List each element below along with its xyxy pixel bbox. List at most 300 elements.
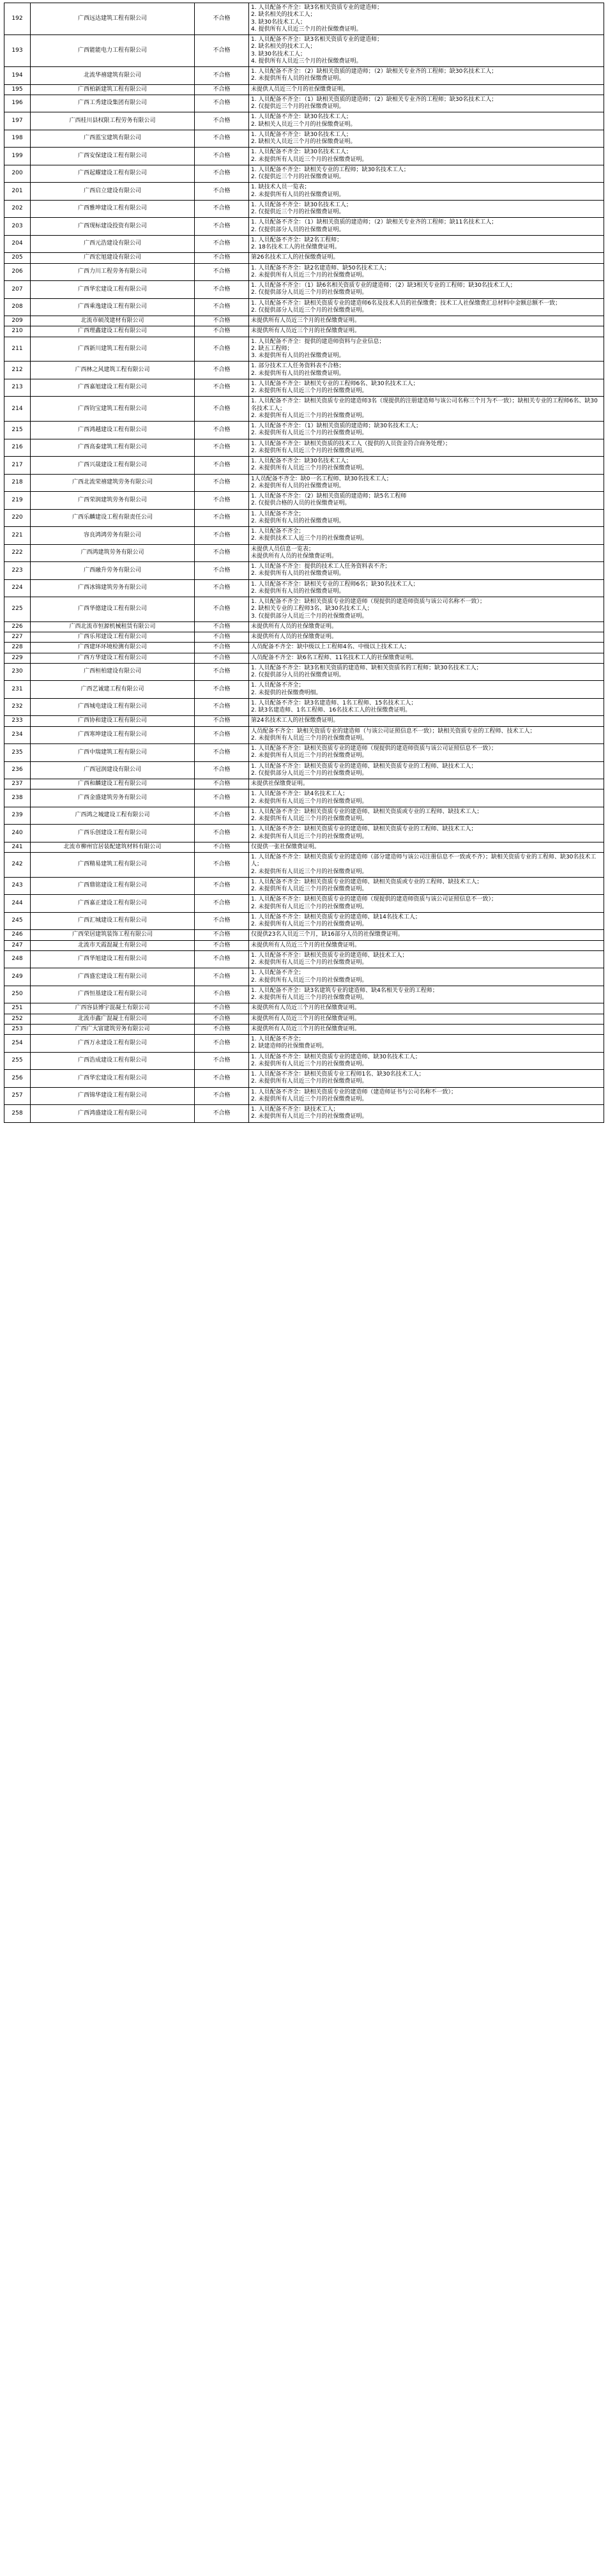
- row-index: 234: [4, 726, 31, 744]
- reason-line: 2. 缺相关人员近三个月的社保缴费证明。: [251, 139, 356, 145]
- reason-line: 2. 未提供所有人员近三个月的社保缴费证明。: [251, 412, 368, 419]
- table-row: [4, 457, 604, 475]
- failure-reason: [249, 930, 604, 940]
- company-name: 广西嘉旭建设工程有限公司: [31, 379, 195, 397]
- reason-line: 1. 人员配备不齐全；: [251, 682, 305, 689]
- row-index: 248: [4, 950, 31, 968]
- reason-line: 人员配备不齐全：缺相关资质专业的建造师（与该公司证照信息不一致）；缺相关资质专业的工程师、技术工人；: [251, 728, 536, 735]
- failure-reason: [249, 825, 604, 842]
- failure-reason: [249, 337, 604, 362]
- failure-reason: [249, 544, 604, 562]
- table-row: [4, 112, 604, 130]
- failure-reason: [249, 716, 604, 726]
- review-result: 不合格: [195, 326, 249, 337]
- review-result: 不合格: [195, 579, 249, 597]
- reason-line: 2. 未提供所有人员近三个月的社保缴费证明。: [251, 156, 368, 163]
- review-result: 不合格: [195, 842, 249, 852]
- failure-reason: [249, 1035, 604, 1053]
- table-row: [4, 281, 604, 299]
- table-row: [4, 67, 604, 85]
- reason-line: 1. 人员配备不齐全：缺4名技术工人；: [251, 791, 349, 798]
- review-result: 不合格: [195, 316, 249, 326]
- table-row: [4, 716, 604, 726]
- row-index: 252: [4, 1014, 31, 1024]
- row-index: 236: [4, 761, 31, 779]
- table-row: [4, 986, 604, 1003]
- reason-line: 2. 未提供所有人员近三个月的社保缴费证明。: [251, 977, 368, 984]
- failure-reason: [249, 35, 604, 67]
- company-name: 广西乐创建设工程有限公司: [31, 825, 195, 842]
- review-result: 不合格: [195, 895, 249, 913]
- company-name: 广西广大富建筑劳务有限公司: [31, 1024, 195, 1034]
- reason-line: 1. 人员配备不齐全：缺30名技术工人；: [251, 114, 352, 121]
- reason-line: 1. 人员配备不齐全：缺相关资质专业的建造师、缺14名技术工人；: [251, 913, 421, 920]
- reason-line: 1. 人员配备不齐全：（1）缺相关资质的建造师；（2）缺相关专业齐的工程师；缺11名技术工人；: [251, 219, 498, 226]
- review-result: 不合格: [195, 457, 249, 475]
- review-result: 不合格: [195, 950, 249, 968]
- failure-reason: [249, 895, 604, 913]
- reason-line: 2. 未提供所有人员的社保缴费证明。: [251, 517, 345, 524]
- reason-line: 第24名技术工人的社保缴费证明。: [251, 717, 339, 724]
- company-name: 广西蓝宝建筑有限公司: [31, 130, 195, 148]
- review-result: 不合格: [195, 281, 249, 299]
- review-result: 不合格: [195, 492, 249, 510]
- table-row: [4, 1087, 604, 1105]
- reason-line: 2. 未提供所有人员近三个月的社保缴费证明。: [251, 430, 368, 437]
- reason-line: 2. 未提供技术工人近三个月的社保缴费证明。: [251, 535, 368, 542]
- company-name: 广西鸿建筑劳务有限公司: [31, 544, 195, 562]
- review-result: 不合格: [195, 544, 249, 562]
- table-row: [4, 761, 604, 779]
- company-name: 广西工秀建设集团有限公司: [31, 95, 195, 112]
- review-result: 不合格: [195, 183, 249, 201]
- reason-line: 1. 人员配备不齐全：缺相关专业的工程师6名、缺30名技术工人；: [251, 380, 419, 387]
- table-row: [4, 726, 604, 744]
- company-name: 广西华宏建设工程有限公司: [31, 1070, 195, 1088]
- failure-reason: [249, 263, 604, 281]
- reason-line: 未提供所有人员的社保缴费证明。: [251, 634, 338, 640]
- review-result: 不合格: [195, 968, 249, 986]
- reason-line: 1. 人员配备不齐全：缺相关资质的技术工人（提供的人员资金符合商务处理）；: [251, 440, 451, 447]
- table-row: [4, 379, 604, 397]
- company-name: 广西万永建设工程有限公司: [31, 1035, 195, 1053]
- table-row: [4, 3, 604, 35]
- company-name: 广西艺诚建工程有限公司: [31, 681, 195, 699]
- review-result: 不合格: [195, 263, 249, 281]
- table-row: [4, 527, 604, 545]
- reason-line: 1. 人员配备不齐全：缺3名建筑专业的建造师、缺4名相关专业的工程师；: [251, 987, 438, 994]
- failure-reason: [249, 579, 604, 597]
- row-index: 196: [4, 95, 31, 112]
- review-result: 不合格: [195, 95, 249, 112]
- failure-reason: [249, 663, 604, 681]
- row-index: 255: [4, 1052, 31, 1070]
- reason-line: 1. 人员配备不齐全：提供的建造师资料与企业信息；: [251, 338, 385, 345]
- reason-line: 1. 人员配备不齐全：缺30名技术工人；: [251, 201, 352, 208]
- row-index: 205: [4, 253, 31, 263]
- review-result: 不合格: [195, 84, 249, 95]
- failure-reason: [249, 165, 604, 183]
- reason-line: 2. 未提供所有人员近三个月的社保缴费证明。: [251, 447, 368, 454]
- table-row: [4, 183, 604, 201]
- row-index: 257: [4, 1087, 31, 1105]
- row-index: 227: [4, 632, 31, 643]
- reason-line: 未提供所有人员近三个月的社保缴费证明。: [251, 1005, 361, 1012]
- company-name: 广西柏新建筑工程有限公司: [31, 84, 195, 95]
- row-index: 253: [4, 1024, 31, 1034]
- reason-line: 未提供所有人员近三个月的社保缴费证明。: [251, 328, 361, 335]
- reason-line: 1人员配备不齐全：缺0一名工程师、缺30名技术工人；: [251, 475, 392, 482]
- table-row: [4, 807, 604, 825]
- company-name: 广西乘逸建设工程有限公司: [31, 298, 195, 316]
- reason-line: 2. 未提供所有人员近三个月的社保缴费证明。: [251, 1060, 368, 1067]
- table-row: [4, 165, 604, 183]
- row-index: 258: [4, 1105, 31, 1123]
- company-name: 广西乐邦建设工程有限公司: [31, 632, 195, 643]
- row-index: 193: [4, 35, 31, 67]
- reason-line: 仅提供23名人员近三个月，缺16部分人员的社保缴费证明。: [251, 931, 404, 938]
- table-row: [4, 35, 604, 67]
- review-result: 不合格: [195, 1070, 249, 1088]
- table-row: [4, 1070, 604, 1088]
- reason-line: 未提供所有人员的社保缴费证明。: [251, 623, 338, 630]
- company-name: 广西锦华建设工程有限公司: [31, 1087, 195, 1105]
- row-index: 233: [4, 716, 31, 726]
- company-name: 广西桂川县权限工程劳务有限公司: [31, 112, 195, 130]
- failure-reason: [249, 1070, 604, 1088]
- company-name: 广西城电建设工程有限公司: [31, 698, 195, 716]
- reason-line: 2. 未提供所有人员的社保缴费证明。: [251, 482, 345, 489]
- table-row: [4, 1003, 604, 1014]
- failure-reason: [249, 112, 604, 130]
- table-row: [4, 492, 604, 510]
- failure-reason: [249, 779, 604, 789]
- reason-line: 3. 缺30名技术工人；: [251, 50, 306, 57]
- failure-reason: [249, 253, 604, 263]
- reason-line: 3. 缺30名技术工人；: [251, 19, 306, 26]
- table-row: [4, 950, 604, 968]
- reason-line: 2. 缺3名建造师、1名工程师、16名技术工人的社保缴费证明。: [251, 707, 411, 713]
- row-index: 204: [4, 235, 31, 253]
- failure-reason: [249, 95, 604, 112]
- failure-reason: [249, 761, 604, 779]
- company-name: 广西鸿盛建设工程有限公司: [31, 1105, 195, 1123]
- reason-line: 未提供所有人员近三个月的社保缴费证明。: [251, 941, 361, 949]
- reason-line: 2. 仅提供近三个月的社保缴费证明。: [251, 174, 345, 180]
- reason-line: 2. 仅提供部分人员近三个月的社保缴费证明。: [251, 307, 368, 314]
- reason-line: 1. 人员配备不齐全：缺相关资质专业的建造师、缺相关资质专业的工程师、缺技术工人；: [251, 826, 477, 833]
- reason-line: 1. 人员配备不齐全：缺相关资质专业的建造师、缺30名技术工人；: [251, 1053, 421, 1060]
- reason-line: 1. 人员配备不齐全：（2）缺相关资质的建造师；（2）缺相关专业齐的工程师；缺30名技术工人；: [251, 68, 498, 75]
- failure-reason: [249, 397, 604, 422]
- reason-line: 第26名技术工人的社保缴费证明。: [251, 254, 339, 261]
- row-index: 195: [4, 84, 31, 95]
- table-row: [4, 1024, 604, 1034]
- table-row: [4, 1105, 604, 1123]
- reason-line: 1. 人员配备不齐全：缺2名建造师、缺50名技术工人；: [251, 264, 390, 271]
- reason-line: 2. 未提供所有人员近三个月的社保缴费证明。: [251, 388, 368, 394]
- review-result: 不合格: [195, 562, 249, 580]
- company-review-table: [4, 3, 604, 1123]
- reason-line: 2. 未提供所有人员的社保缴费证明。: [251, 75, 345, 82]
- row-index: 192: [4, 3, 31, 35]
- row-index: 254: [4, 1035, 31, 1053]
- table-row: [4, 895, 604, 913]
- company-name: 广西桓柏建设有限公司: [31, 663, 195, 681]
- row-index: 199: [4, 148, 31, 165]
- row-index: 224: [4, 579, 31, 597]
- table-row: [4, 263, 604, 281]
- reason-line: 1. 人员配备不齐全：缺技术工人；: [251, 1106, 339, 1113]
- row-index: 201: [4, 183, 31, 201]
- review-result: 不合格: [195, 930, 249, 940]
- row-index: 232: [4, 698, 31, 716]
- company-name: 广西盛宏建设工程有限公司: [31, 968, 195, 986]
- reason-line: 1. 人员配备不齐全：缺3名建造师、1名工程师、15名技术工人；: [251, 699, 417, 706]
- row-index: 219: [4, 492, 31, 510]
- reason-line: 3. 未提供所有人员的社保缴费证明。: [251, 353, 345, 359]
- document-page: [0, 0, 608, 1129]
- reason-line: 2. 未提供所有人员近三个月的社保缴费证明。: [251, 995, 368, 1001]
- reason-line: 2. 未提供所有人员近三个月的社保缴费证明。: [251, 903, 368, 910]
- company-name: 广西荣居建筑装饰工程有限公司: [31, 930, 195, 940]
- review-result: 不合格: [195, 439, 249, 457]
- reason-line: 2. 缺名相关的技术工人；: [251, 43, 316, 50]
- reason-line: 1. 缺技术人员一览表；: [251, 184, 310, 191]
- review-result: 不合格: [195, 597, 249, 622]
- company-name: 广西荣润建筑劳务有限公司: [31, 492, 195, 510]
- review-result: 不合格: [195, 877, 249, 895]
- reason-line: 3. 仅提供部分人员近三个月的社保缴费证明。: [251, 613, 368, 620]
- company-name: 广西浩成建设工程有限公司: [31, 1052, 195, 1070]
- row-index: 194: [4, 67, 31, 85]
- reason-line: 1. 人员配备不齐全：缺相关资质专业的建造师、缺相关资质或专业的工程师、缺技术工人；: [251, 878, 483, 885]
- row-index: 244: [4, 895, 31, 913]
- company-name: 广西安保建设工程有限公司: [31, 148, 195, 165]
- review-result: 不合格: [195, 1087, 249, 1105]
- table-row: [4, 148, 604, 165]
- review-result: 不合格: [195, 698, 249, 716]
- table-row: [4, 1014, 604, 1024]
- failure-reason: [249, 789, 604, 807]
- reason-line: 2. 18名技术工人的社保缴费证明。: [251, 244, 340, 250]
- row-index: 238: [4, 789, 31, 807]
- table-row: [4, 597, 604, 622]
- failure-reason: [249, 853, 604, 878]
- review-result: 不合格: [195, 337, 249, 362]
- reason-line: 1. 人员配备不齐全；: [251, 528, 305, 535]
- row-index: 203: [4, 218, 31, 236]
- table-row: [4, 200, 604, 218]
- review-result: 不合格: [195, 681, 249, 699]
- table-row: [4, 877, 604, 895]
- table-row: [4, 562, 604, 580]
- reason-line: 2. 仅提供部分人员近三个月的社保缴费证明。: [251, 770, 368, 777]
- review-result: 不合格: [195, 1024, 249, 1034]
- table-row: [4, 1052, 604, 1070]
- table-row: [4, 509, 604, 527]
- failure-reason: [249, 130, 604, 148]
- failure-reason: [249, 326, 604, 337]
- row-index: 206: [4, 263, 31, 281]
- review-result: 不合格: [195, 218, 249, 236]
- row-index: 212: [4, 362, 31, 379]
- failure-reason: [249, 842, 604, 852]
- review-result: 不合格: [195, 165, 249, 183]
- row-index: 220: [4, 509, 31, 527]
- company-name: 广西方华建设工程有限公司: [31, 653, 195, 663]
- row-index: 241: [4, 842, 31, 852]
- company-name: 北流市鑫广混凝土有限公司: [31, 1014, 195, 1024]
- reason-line: 2. 仅提供合格的人员的社保缴费证明。: [251, 500, 351, 507]
- row-index: 228: [4, 643, 31, 653]
- company-name: 北流市天霞混凝土有限公司: [31, 940, 195, 950]
- table-row: [4, 643, 604, 653]
- company-name: 广西恒基建设工程有限公司: [31, 986, 195, 1003]
- reason-line: 1. 人员配备不齐全：缺相关资质专业的建造师3名（现提供的注册建造师与该公司名称三个月为不一致）；缺相关专业的工程师6名、缺30名技术工人；: [251, 398, 598, 412]
- table-row: [4, 789, 604, 807]
- row-index: 243: [4, 877, 31, 895]
- row-index: 213: [4, 379, 31, 397]
- review-result: 不合格: [195, 67, 249, 85]
- review-result: 不合格: [195, 716, 249, 726]
- reason-line: 2. 未提供的社保缴费明细。: [251, 689, 322, 696]
- reason-line: 人员配备不齐全：缺中级以上工程师4名、中级以上技术工人；: [251, 644, 410, 651]
- company-name: 广西华旭建设工程有限公司: [31, 950, 195, 968]
- row-index: 223: [4, 562, 31, 580]
- failure-reason: [249, 281, 604, 299]
- failure-reason: [249, 439, 604, 457]
- company-name: 广西鼎铭建设工程有限公司: [31, 877, 195, 895]
- failure-reason: [249, 148, 604, 165]
- reason-line: 未提供人员信息一览表；: [251, 545, 315, 553]
- failure-reason: [249, 632, 604, 643]
- reason-line: 1. 人员配备不齐全；: [251, 510, 305, 517]
- reason-line: 4. 提供所有人员近三个月的社保缴费证明。: [251, 57, 362, 65]
- review-result: 不合格: [195, 200, 249, 218]
- reason-line: 1. 人员配备不齐全：缺相关资质专业的建造师（现提供的建造师资质与该公司证照信息不一致）；: [251, 745, 497, 752]
- table-row: [4, 632, 604, 643]
- row-index: 239: [4, 807, 31, 825]
- review-result: 不合格: [195, 527, 249, 545]
- reason-line: 1. 部分技术工人任务资料表不合格；: [251, 363, 345, 370]
- reason-line: 2. 未提供所有人员近三个月的社保缴费证明。: [251, 735, 368, 742]
- review-result: 不合格: [195, 807, 249, 825]
- company-name: 广西嘉正建设工程有限公司: [31, 895, 195, 913]
- failure-reason: [249, 986, 604, 1003]
- reason-line: 2. 缺五工程师；: [251, 345, 293, 352]
- company-name: 广西兴晟建设工程有限公司: [31, 457, 195, 475]
- review-result: 不合格: [195, 643, 249, 653]
- review-result: 不合格: [195, 621, 249, 632]
- reason-line: 2. 未提供所有人员近三个月的社保缴费证明。: [251, 271, 368, 278]
- review-result: 不合格: [195, 986, 249, 1003]
- failure-reason: [249, 183, 604, 201]
- company-name: 广西起耀建设工程有限公司: [31, 165, 195, 183]
- row-index: 214: [4, 397, 31, 422]
- reason-line: 1. 人员配备不齐全：缺3名相关资质专业的建造师；: [251, 36, 383, 43]
- reason-line: 1. 人员配备不齐全：缺相关资质专业的建造师（现提供的建造师资质与该公司名称不一致）；: [251, 598, 485, 605]
- company-name: 广西元浩建设有限公司: [31, 235, 195, 253]
- reason-line: 仅提供一张社保缴费证明。: [251, 843, 321, 850]
- reason-line: 未提供社保缴费证明。: [251, 781, 309, 787]
- failure-reason: [249, 1024, 604, 1034]
- failure-reason: [249, 621, 604, 632]
- company-name: 广西宏旭建设有限公司: [31, 253, 195, 263]
- failure-reason: [249, 562, 604, 580]
- review-result: 不合格: [195, 1003, 249, 1014]
- table-row: [4, 235, 604, 253]
- failure-reason: [249, 474, 604, 492]
- table-row: [4, 326, 604, 337]
- table-row: [4, 940, 604, 950]
- review-result: 不合格: [195, 509, 249, 527]
- company-name: 广西钧宝建筑工程有限公司: [31, 397, 195, 422]
- review-result: 不合格: [195, 3, 249, 35]
- reason-line: 2. 未提供所有人员近三个月的社保缴费证明。: [251, 798, 368, 805]
- review-result: 不合格: [195, 744, 249, 762]
- table-row: [4, 474, 604, 492]
- table-row: [4, 912, 604, 930]
- table-row: [4, 253, 604, 263]
- reason-line: 未提供所有人员近三个月的社保缴费证明。: [251, 1025, 361, 1032]
- row-index: 207: [4, 281, 31, 299]
- table-row: [4, 218, 604, 236]
- failure-reason: [249, 298, 604, 316]
- review-result: 不合格: [195, 1035, 249, 1053]
- reason-line: 2. 未提供所有人员近三个月的社保缴费证明。: [251, 1095, 368, 1102]
- company-name: 北流市柳州官居装配建筑材料有限公司: [31, 842, 195, 852]
- company-name: 广西雅坤建设工程有限公司: [31, 200, 195, 218]
- company-name: 广西中瑞建筑工程有限公司: [31, 744, 195, 762]
- row-index: 211: [4, 337, 31, 362]
- review-result: 不合格: [195, 35, 249, 67]
- failure-reason: [249, 218, 604, 236]
- reason-line: 2. 未提供所有人员近三个月的社保缴费证明。: [251, 1078, 368, 1085]
- reason-line: 2. 未提供所有人员近三个月的社保缴费证明。: [251, 868, 368, 875]
- table-row: [4, 825, 604, 842]
- reason-line: 2. 未提供所有人员近三个月的社保缴费证明。: [251, 465, 368, 472]
- review-result: 不合格: [195, 235, 249, 253]
- review-result: 不合格: [195, 253, 249, 263]
- row-index: 251: [4, 1003, 31, 1014]
- company-name: 广西北流市恒源机械租赁有限公司: [31, 621, 195, 632]
- company-name: 广西现标建设投资有限公司: [31, 218, 195, 236]
- table-row: [4, 397, 604, 422]
- table-row: [4, 579, 604, 597]
- row-index: 250: [4, 986, 31, 1003]
- failure-reason: [249, 457, 604, 475]
- reason-line: 2. 未提供所有人员近三个月的社保缴费证明。: [251, 959, 368, 966]
- company-name: 广西寒坤建设工程有限公司: [31, 726, 195, 744]
- review-result: 不合格: [195, 362, 249, 379]
- reason-line: 未提供人员近三个月的社保缴费证明。: [251, 86, 349, 93]
- table-row: [4, 779, 604, 789]
- reason-line: 1. 人员配备不齐全：缺相关资质专业工程师1名、缺30名技术工人；: [251, 1071, 425, 1078]
- failure-reason: [249, 379, 604, 397]
- reason-line: 1. 人员配备不齐全：缺相关资质专业的建造师（建造师证书与公司名称不一致）；: [251, 1088, 457, 1095]
- table-row: [4, 842, 604, 852]
- company-name: 广西理鑫建设工程有限公司: [31, 326, 195, 337]
- reason-line: 1. 人员配备不齐全：缺相关专业的工程师；缺30名技术工人；: [251, 166, 409, 173]
- review-result: 不合格: [195, 1014, 249, 1024]
- company-name: 北流华禧建筑有限公司: [31, 67, 195, 85]
- failure-reason: [249, 1087, 604, 1105]
- row-index: 237: [4, 779, 31, 789]
- review-result: 不合格: [195, 474, 249, 492]
- table-row: [4, 1035, 604, 1053]
- reason-line: 1. 人员配备不齐全：提供的技术工人任务资料表不齐；: [251, 563, 391, 570]
